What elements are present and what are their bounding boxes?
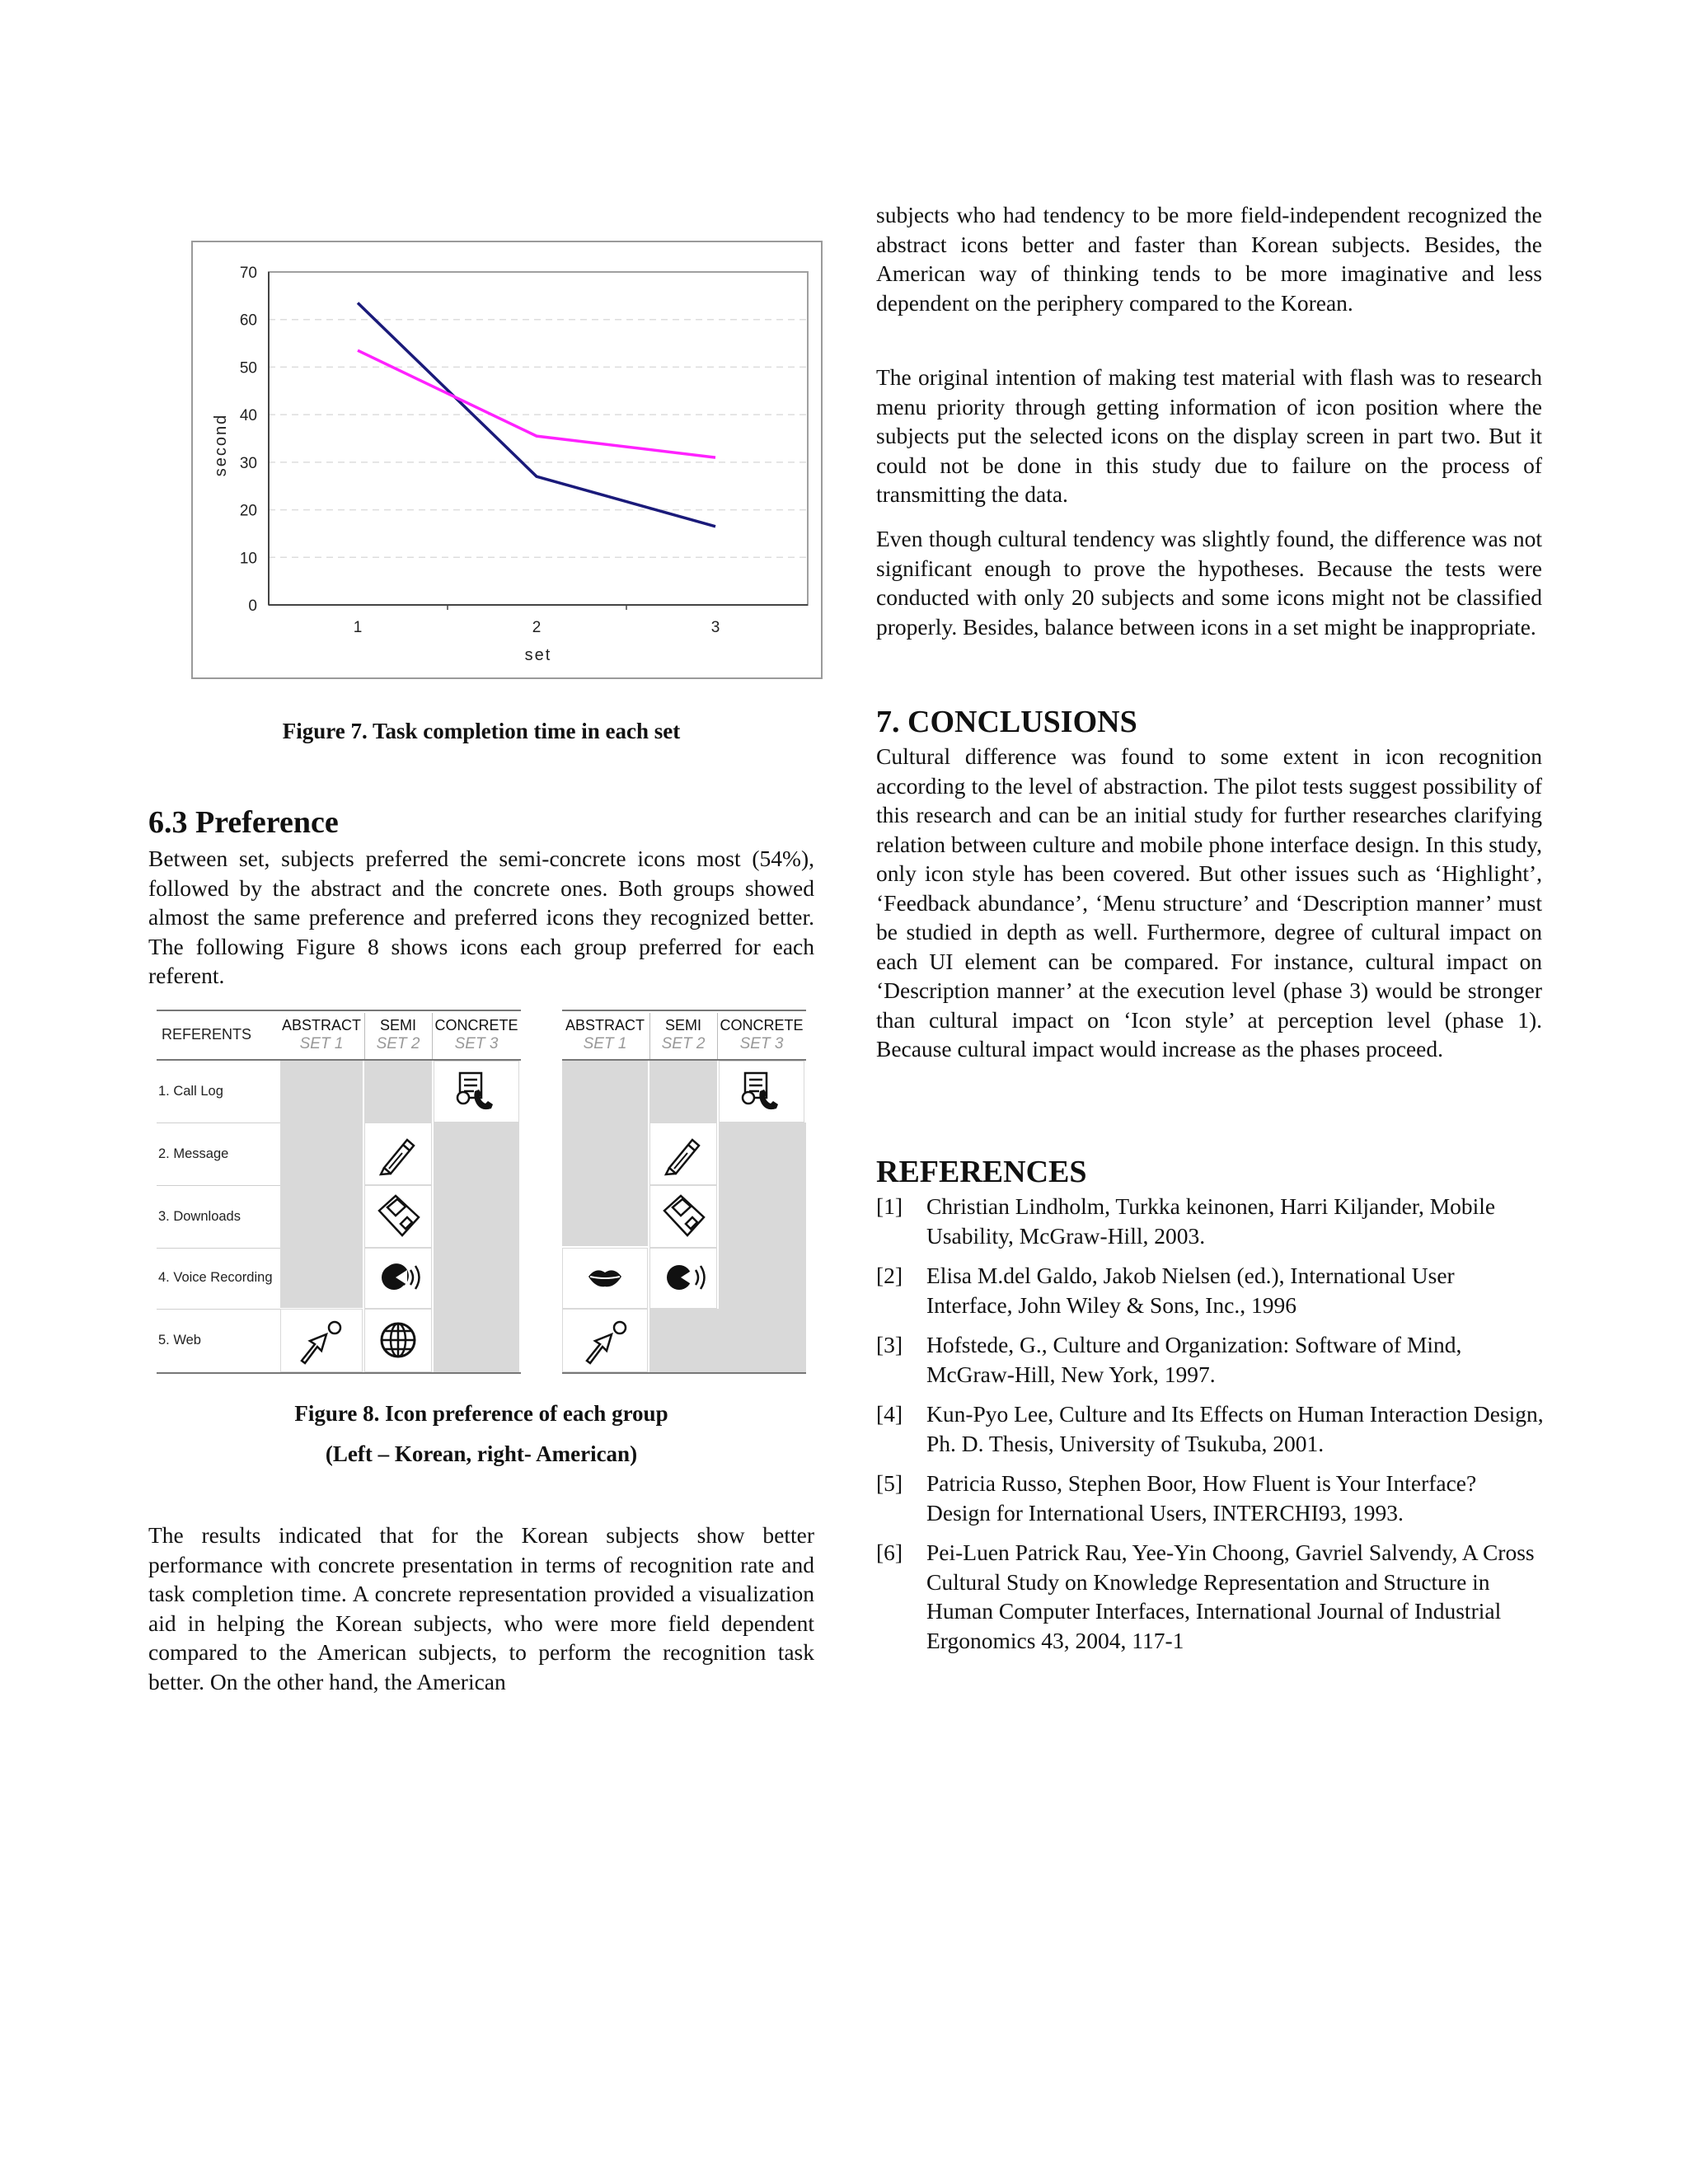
icon-table-korean — [157, 1010, 521, 1375]
y-tick-label: 20 — [239, 502, 257, 520]
pointer-arrow-icon — [297, 1319, 346, 1366]
col-header-semi: SEMI SET 2 — [661, 1017, 706, 1052]
y-tick-label: 60 — [239, 312, 257, 330]
y-tick-label: 70 — [239, 265, 257, 282]
x-tick-label: 3 — [710, 619, 720, 636]
row-label-call-log: 1. Call Log — [158, 1084, 223, 1099]
plot-area — [269, 272, 808, 605]
phone-list-icon — [738, 1071, 785, 1113]
pointer-arrow-icon — [582, 1319, 631, 1366]
phone-list-icon — [453, 1071, 499, 1113]
results-paragraph: The results indicated that for the Korean subjects show better performance with concrete presentation in terms of recognition rate and task completion time. A concrete representation provided a visualization aid in helping the Korean subjects, who were more field dependent compared to the American subjects, to perform the recognition task better. On the other hand, the American — [148, 1522, 814, 1694]
right-paragraph-1: subjects who had tendency to be more field-independent recognized the abstract icons better and faster than Korean subjects. Besides, the American way of thinking tends to be more imaginative and less dependent on the periphery compared to the Korean. — [876, 202, 1542, 316]
globe-icon — [377, 1319, 419, 1361]
preference-paragraph: Between set, subjects preferred the semi-concrete icons most (54%), followed by the abstract and the concrete ones. Both groups showed almost the same preference and preferred icons they recognized better. The following Figure 8 shows icons each group preferred for each referent. — [148, 846, 814, 988]
figure-7-caption: Figure 7. Task completion time in each set — [282, 719, 681, 743]
row-label-downloads: 3. Downloads — [158, 1209, 241, 1224]
y-axis-title: second — [212, 413, 230, 477]
lips-icon — [587, 1265, 623, 1290]
row-label-voice-recording: 4. Voice Recording — [158, 1270, 273, 1285]
pencil-icon — [663, 1132, 704, 1176]
col-header-concrete: CONCRETE SET 3 — [434, 1017, 518, 1052]
icon-table-american — [562, 1010, 806, 1375]
section-heading-references: REFERENCES — [876, 1155, 1087, 1189]
x-axis-title: set — [524, 646, 552, 664]
y-tick-label: 40 — [239, 407, 257, 425]
y-tick-label: 30 — [239, 454, 257, 472]
y-tick-label: 10 — [239, 550, 257, 568]
row-label-message: 2. Message — [158, 1146, 229, 1161]
x-tick-label: 1 — [353, 619, 363, 636]
y-tick-label: 0 — [248, 598, 257, 615]
col-header-abstract: ABSTRACT SET 1 — [281, 1017, 361, 1052]
x-tick-label: 2 — [532, 619, 542, 636]
conclusions-paragraph: Cultural difference was found to some extent in icon recognition according to the level of abstraction. The pilot tests suggest possibility of this research and can be an initial study for further researches clarifying relation between culture and mobile phone interface design. In this study, only icon style has been covered. But other issues such as ‘Highlight’, ‘Feedback abundance’, ‘Menu structure’ and ‘Description manner’ must be studied in depth as well. Furthermore, degree of cultural impact on each UI element can be compared. For instance, cultural impact on ‘Description manner’ at the execution level (phase 3) would be stronger than cultural impact on ‘Icon style’ at perception level (phase 1). Because cultural impact would increase as the phases proceed. — [876, 743, 1542, 1062]
col-header-concrete: CONCRETE SET 3 — [720, 1017, 804, 1052]
speaking-head-icon — [379, 1258, 422, 1296]
col-header-abstract: ABSTRACT SET 1 — [565, 1017, 645, 1052]
y-tick-label: 50 — [239, 359, 257, 377]
right-paragraph-3: Even though cultural tendency was slightly found, the difference was not significant enough to prove the hypotheses. Because the tests were conducted with only 20 subjects and some icons might not be classified properly. Besides, balance between icons in a set might be inappropriate. — [876, 526, 1542, 640]
floppy-disk-icon — [376, 1193, 422, 1239]
line-chart-svg — [193, 242, 824, 681]
task-time-chart — [191, 241, 823, 679]
row-label-web: 5. Web — [158, 1333, 201, 1347]
section-heading-preference: 6.3 Preference — [148, 805, 339, 840]
section-heading-conclusions: 7. CONCLUSIONS — [876, 705, 1137, 739]
pencil-icon — [377, 1132, 419, 1176]
col-header-semi: SEMI SET 2 — [376, 1017, 420, 1052]
figure-8-caption-line1: Figure 8. Icon preference of each group — [294, 1401, 668, 1426]
right-paragraph-2: The original intention of making test material with flash was to research menu priority through getting information of icon position where the subjects put the selected icons on the display screen in part two. But it could not be done in this study due to failure on the process of transmitting the data. — [876, 364, 1542, 507]
floppy-disk-icon — [661, 1193, 707, 1239]
referents-header: REFERENTS — [162, 1026, 252, 1043]
speaking-head-icon — [664, 1258, 707, 1296]
figure-8-caption-line2: (Left – Korean, right- American) — [325, 1441, 638, 1466]
